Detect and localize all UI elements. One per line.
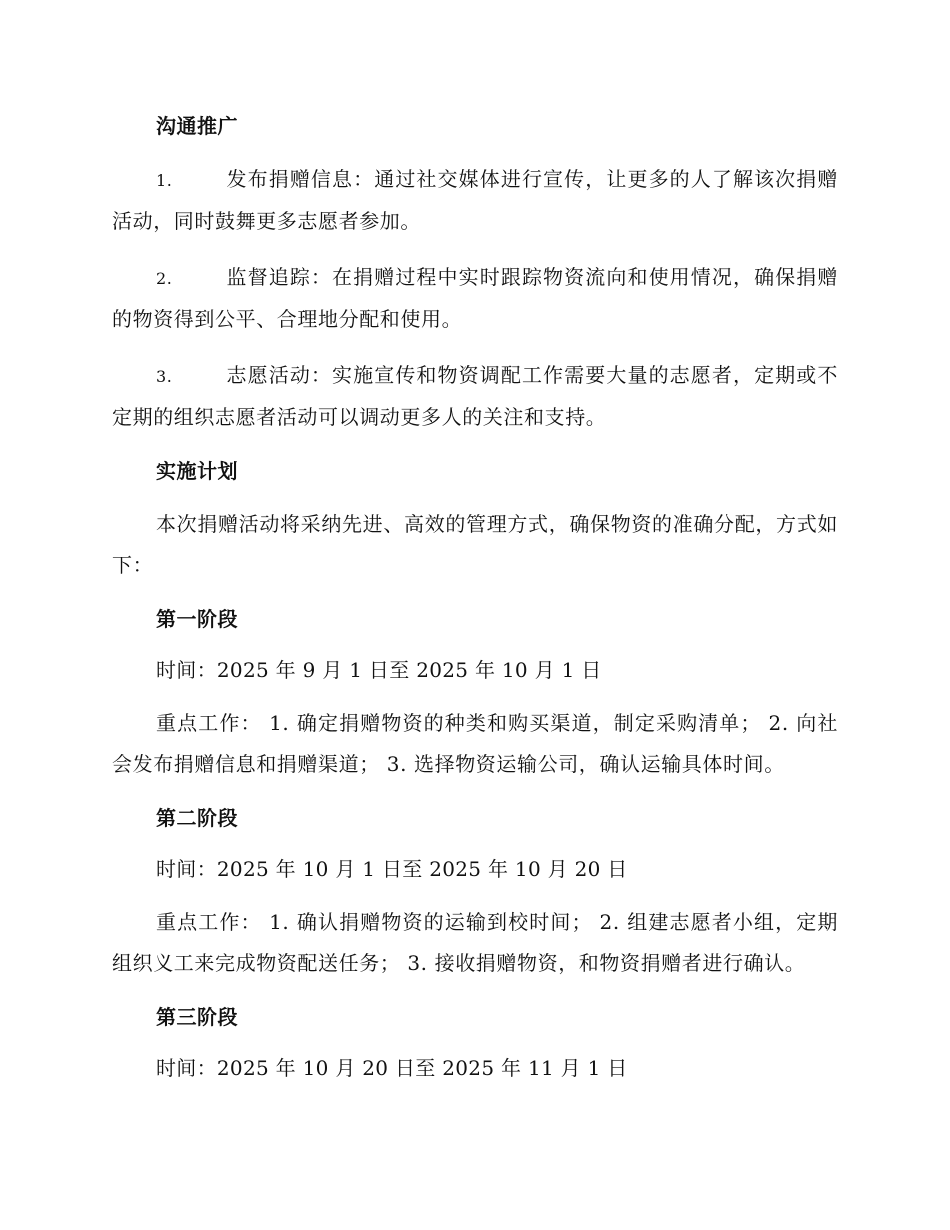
list-item [112,159,838,242]
phase-time-3: 时间：2025 年 10 月 20 日至 2025 年 11 月 1 日 [156,1056,628,1080]
list-text: 监督追踪：在捐赠过程中实时跟踪物资流向和使用情况，确保捐赠的物资得到公平、合理地分配和使用。 [112,265,838,331]
list-text: 志愿活动：实施宣传和物资调配工作需要大量的志愿者，定期或不定期的组织志愿者活动可以调动更多人的关注和支持。 [112,363,838,429]
list-number: 1. [156,171,173,190]
plan-intro-paragraph: 本次捐赠活动将采纳先进、高效的管理方式，确保物资的准确分配，方式如下： [112,512,838,577]
phase-time-1: 时间：2025 年 9 月 1 日至 2025 年 10 月 1 日 [156,658,602,682]
list-number: 3. [156,367,173,386]
phase-heading-2: 第二阶段 [156,806,238,830]
phase-work-1: 重点工作： 1. 确定捐赠物资的种类和购买渠道，制定采购清单； 2. 向社会发布捐赠信息和捐赠渠道； 3. 选择物资运输公司，确认运输具体时间。 [112,711,838,776]
document-body [112,108,838,1101]
section-heading-communication: 沟通推广 [156,114,238,138]
list-number: 2. [156,269,173,288]
list-item [112,355,838,438]
phase-work-2: 重点工作： 1. 确认捐赠物资的运输到校时间； 2. 组建志愿者小组，定期组织义工来完成物资配送任务； 3. 接收捐赠物资，和物资捐赠者进行确认。 [112,910,838,975]
list-text: 发布捐赠信息：通过社交媒体进行宣传，让更多的人了解该次捐赠活动，同时鼓舞更多志愿者参加。 [112,167,838,233]
phase-heading-1: 第一阶段 [156,607,238,631]
list-item [112,257,838,340]
section-heading-plan: 实施计划 [156,459,238,483]
phase-heading-3: 第三阶段 [156,1005,238,1029]
phase-time-2: 时间：2025 年 10 月 1 日至 2025 年 10 月 20 日 [156,857,628,881]
